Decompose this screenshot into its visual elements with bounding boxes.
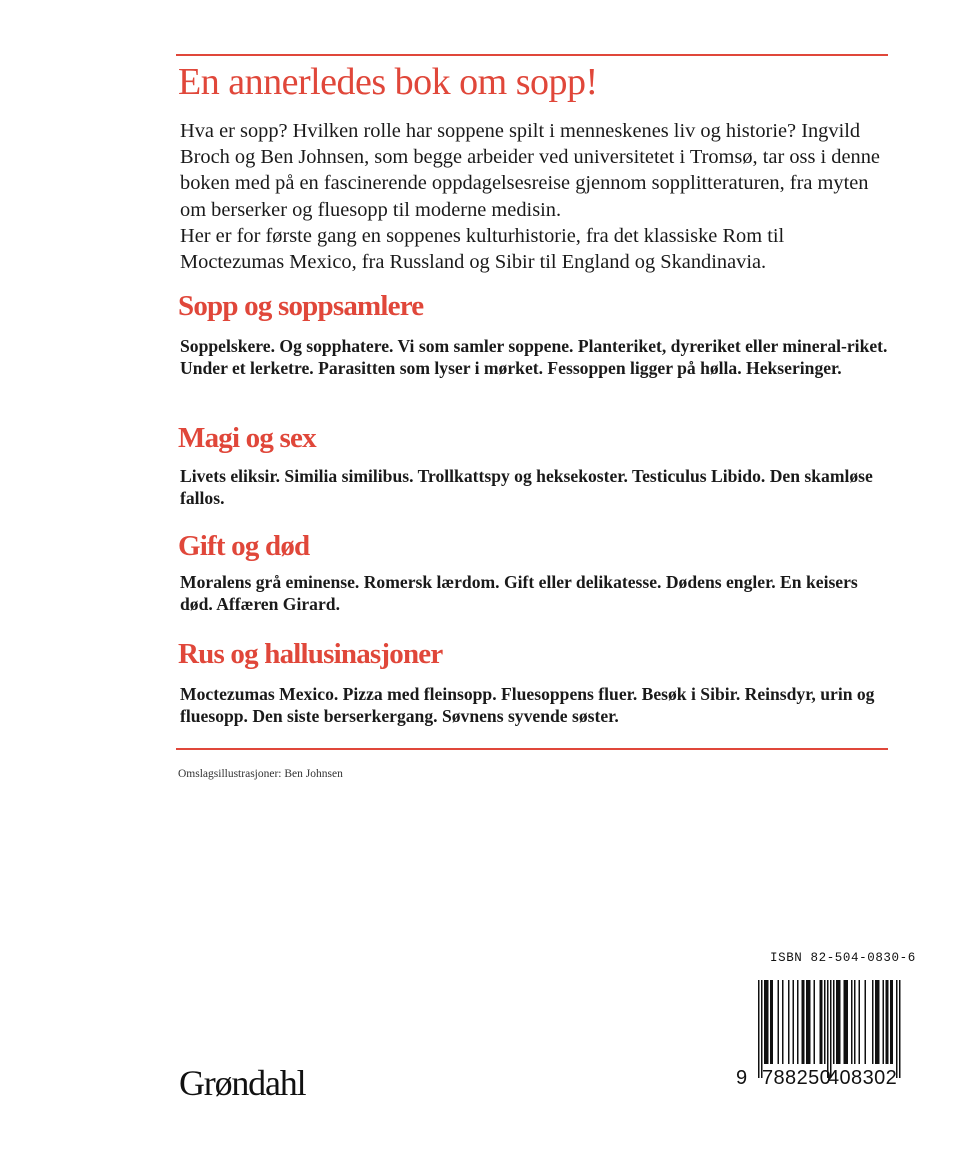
barcode-bar [851,980,853,1064]
barcode-bar [865,980,867,1064]
barcode [736,980,906,1090]
barcode-bar [772,980,774,1064]
barcode-bar [890,980,892,1064]
barcode-bar [892,980,894,1064]
barcode-guard-bar [827,980,829,1078]
intro-text [180,118,892,275]
section-heading-gift-og-dod: Gift og død [178,530,310,562]
barcode-bar [814,980,816,1064]
section-body-magi-og-sex: Livets eliksir. Similia similibus. Trollkattspy og heksekoster. Testiculus Libido. Den skamløse fallos. [180,466,873,508]
barcode-bar [838,980,840,1064]
publisher-logo: Grøndahl [179,1063,306,1103]
barcode-bar [859,980,861,1064]
intro-paragraph: Hva er sopp? Hvilken rolle har soppene spilt i menneskenes liv og historie? Ingvild Broch og Ben Johnsen, som begge arbeider ved universitetet i Tromsø, tar oss i denne boken med på en fascinerende oppdagelsesreise gjennom sopplitteraturen, fra myten om berserker og fluesopp til moderne medisin. [180,120,880,221]
barcode-right-digits: 408302 [828,1067,898,1089]
page-title: En annerledes bok om sopp! [178,61,598,103]
barcode-bar [797,980,799,1064]
barcode-bar [847,980,849,1064]
barcode-bar [770,980,772,1064]
barcode-guard-bar [758,980,760,1078]
barcode-bar [844,980,846,1064]
barcode-bar [883,980,885,1064]
barcode-guard-bar [830,980,832,1078]
barcode-bar [836,980,838,1064]
barcode-bar [782,980,784,1064]
barcode-bar [806,980,808,1064]
barcode-bar [821,980,823,1064]
illustration-credit: Omslagsillustrasjoner: Ben Johnsen [178,768,343,780]
intro-paragraph: Her er for første gang en soppenes kulturhistorie, fra det klassiske Rom til Moctezumas Mexico, fra Russland og Sibir til England og Skandinavia. [180,224,785,274]
barcode-bar [809,980,811,1064]
section-heading-magi-og-sex: Magi og sex [178,422,316,454]
barcode-bar [872,980,874,1064]
section-body-rus-og-hallusinasjoner: Moctezumas Mexico. Pizza med fleinsopp. Fluesoppens fluer. Besøk i Sibir. Reinsdyr, urin og fluesopp. Den siste berserkergang. Søvnens syvende søster. [180,684,875,726]
barcode-bar [824,980,826,1064]
barcode-bar [877,980,879,1064]
barcode-bar [767,980,769,1064]
barcode-bar [886,980,888,1064]
barcode-bar [793,980,795,1064]
isbn-number: ISBN 82-504-0830-6 [770,951,916,965]
barcode-bar [803,980,805,1064]
barcode-bar [839,980,841,1064]
barcode-guard-bar [896,980,898,1078]
bottom-divider [176,748,888,750]
section-body-gift-og-dod: Moralens grå eminense. Romersk lærdom. Gift eller delikatesse. Dødens engler. En keisers død. Affæren Girard. [180,572,858,614]
barcode-bar [875,980,877,1064]
barcode-bar [802,980,804,1064]
barcode-guard-bar [761,980,763,1078]
barcode-bar [764,980,766,1064]
barcode-bar [778,980,780,1064]
barcode-bar [845,980,847,1064]
barcode-bar [878,980,880,1064]
barcode-left-digits: 788250 [762,1067,832,1089]
barcode-bar [887,980,889,1064]
barcode-bar [766,980,768,1064]
barcode-bar [854,980,856,1064]
barcode-bar [820,980,822,1064]
section-heading-sopp-og-soppsamlere: Sopp og soppsamlere [178,290,424,322]
section-body-sopp-og-soppsamlere: Soppelskere. Og sopphatere. Vi som samler soppene. Planteriket, dyreriket eller mineral-riket. Under et lerketre. Parasitten som lyser i mørket. Fessoppen ligger på hølla. Hekseringer. [180,336,888,378]
barcode-lead-digit: 9 [736,1067,748,1089]
section-heading-rus-og-hallusinasjoner: Rus og hallusinasjoner [178,638,443,670]
barcode-bar [788,980,790,1064]
barcode-bar [833,980,835,1064]
barcode-bar [808,980,810,1064]
top-divider [176,54,888,56]
barcode-guard-bar [899,980,901,1078]
